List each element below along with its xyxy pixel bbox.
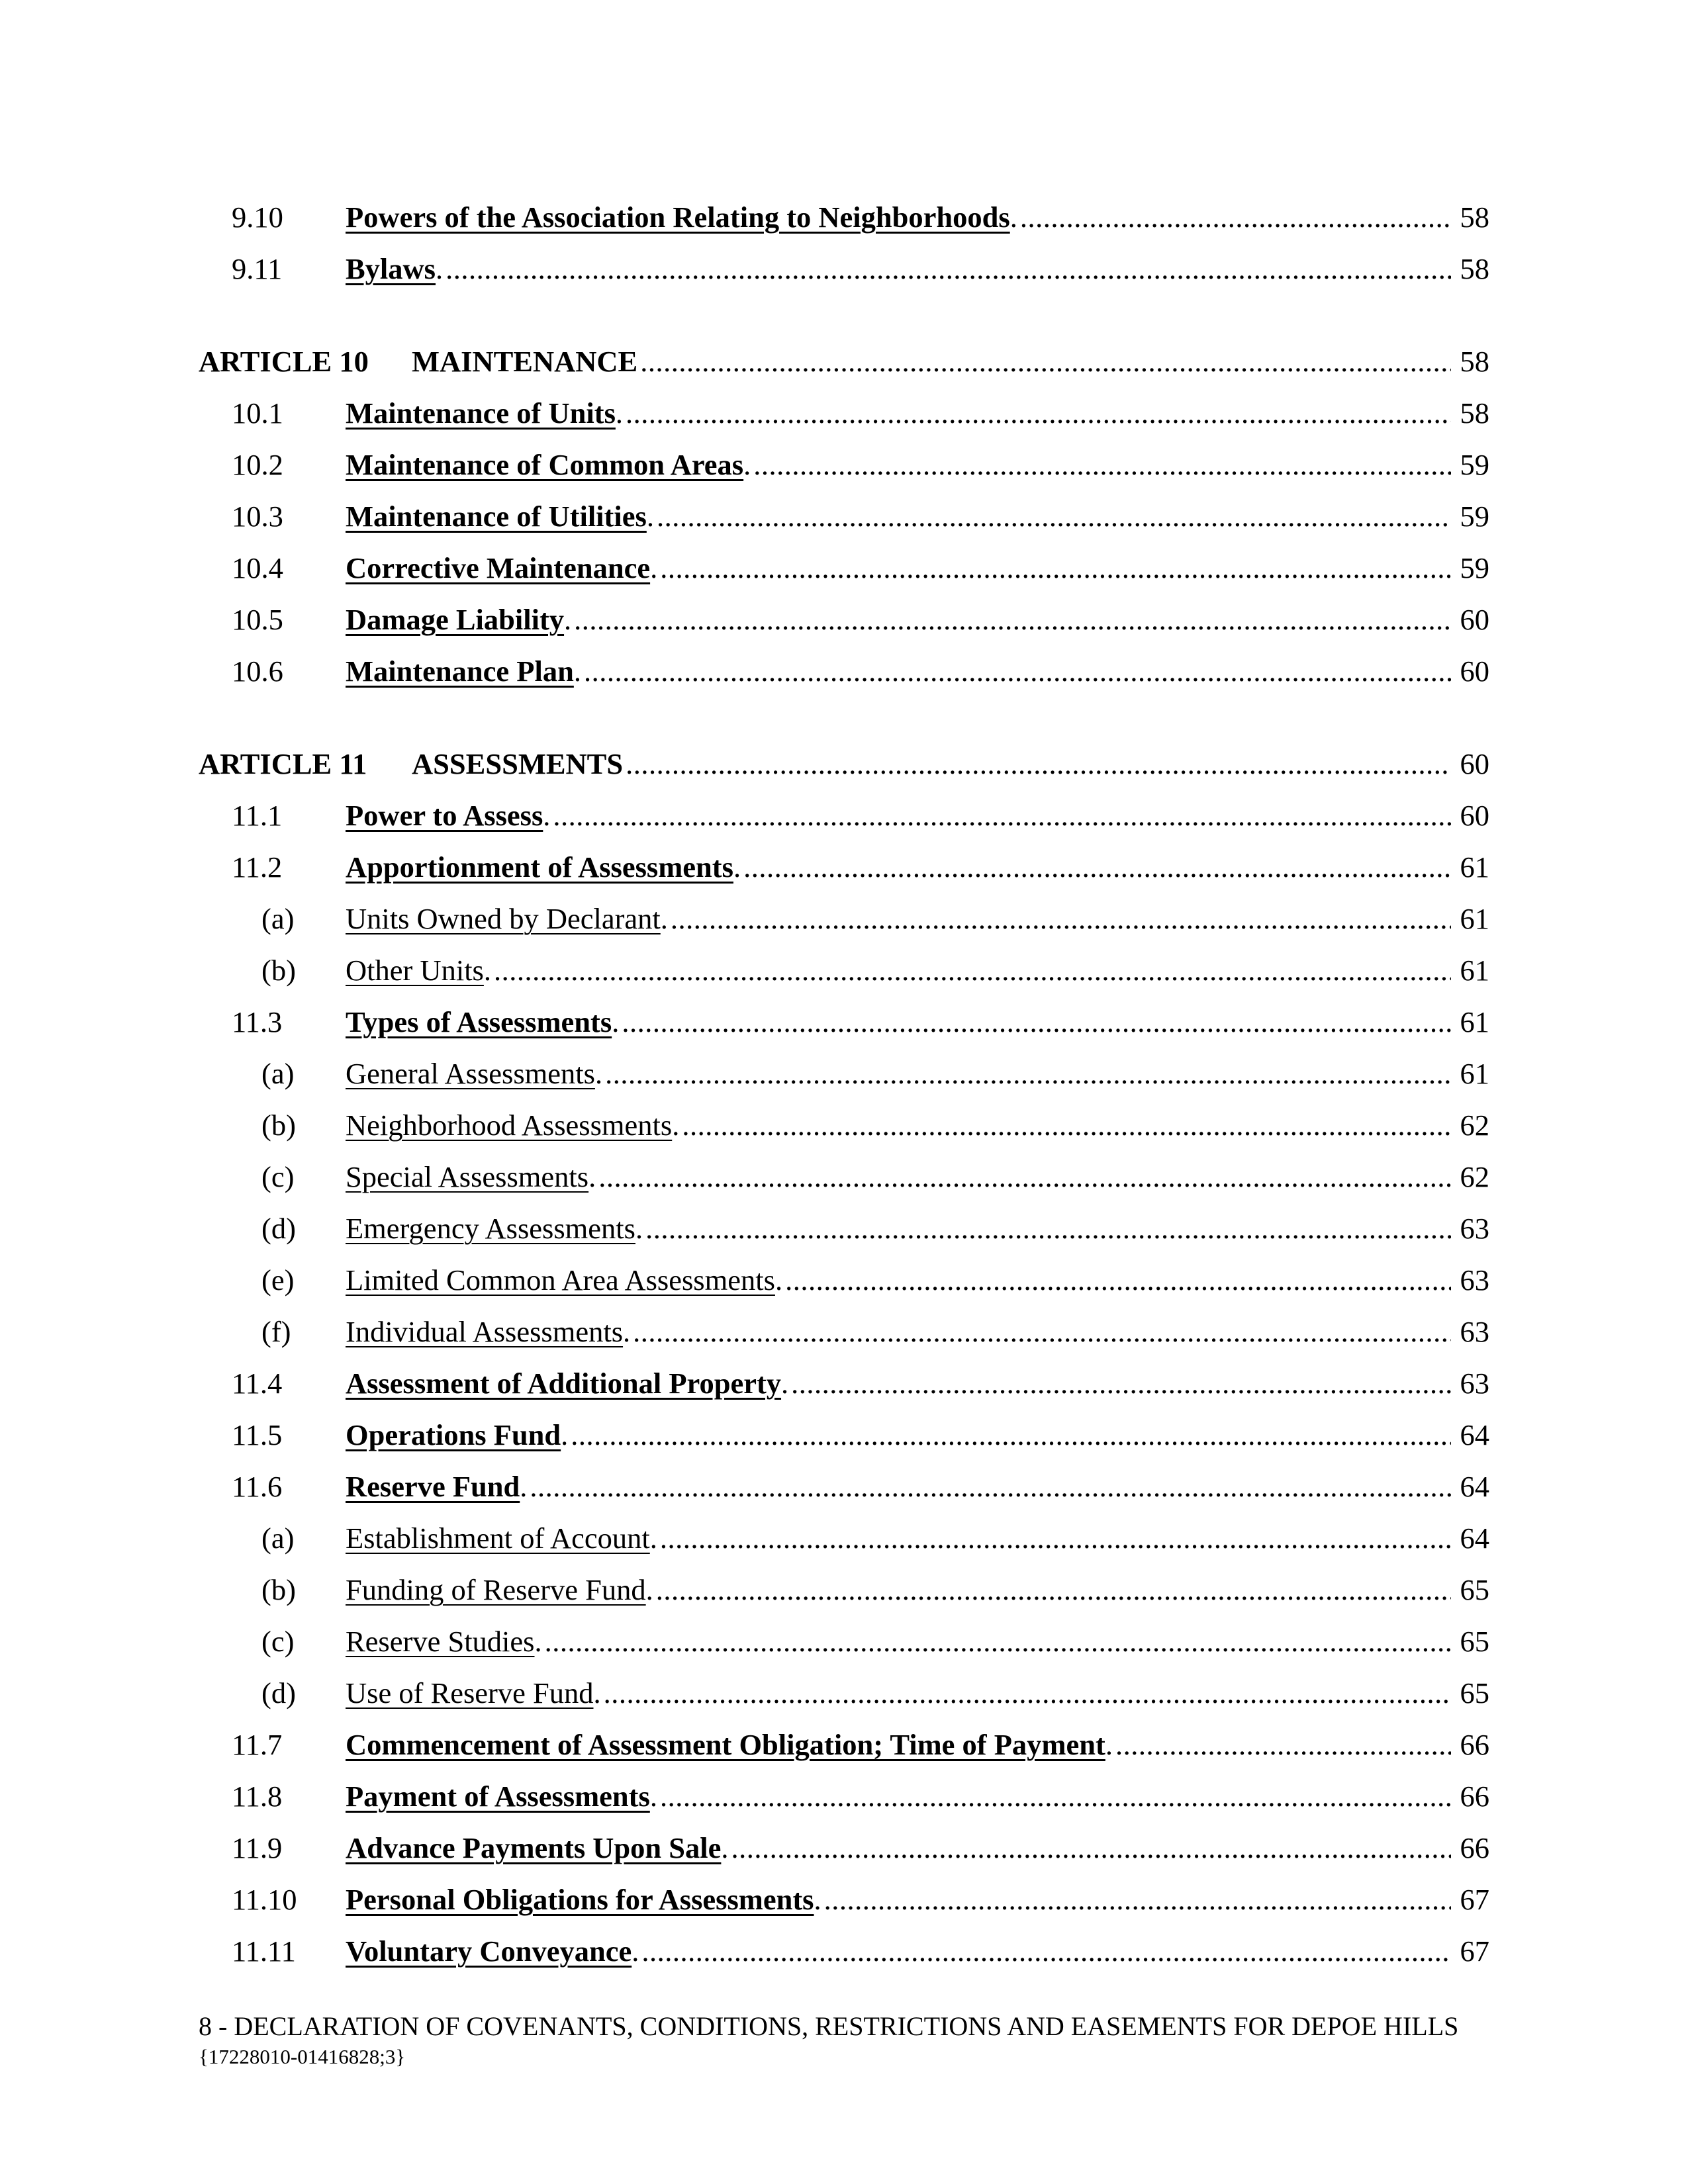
toc-entry-title-link[interactable]: Use of Reserve Fund [346, 1676, 594, 1709]
toc-entry-number: (b) [261, 1573, 296, 1606]
toc-page-number: 61 [1460, 1005, 1489, 1038]
page-footer [199, 2009, 1523, 2070]
toc-subsection-row: (b) Other Units . ..... 61 [199, 949, 1489, 991]
dot-leader [622, 1001, 1451, 1043]
toc-entry-title-link[interactable]: Reserve Fund [346, 1470, 520, 1503]
dot-leader [571, 1414, 1451, 1456]
toc-entry-number: 10.5 [232, 603, 283, 636]
toc-page-number: 60 [1460, 799, 1489, 832]
toc-page-number: 60 [1460, 603, 1489, 636]
toc-section-row: 11.3 Types of Assessments . ..... 61 [199, 1001, 1489, 1043]
toc-entry-number: (a) [261, 1522, 295, 1555]
dot-leader [494, 949, 1451, 991]
toc-page-number: 62 [1460, 1160, 1489, 1193]
toc-entry-title-link[interactable]: Damage Liability [346, 603, 565, 636]
toc-entry-number: (d) [261, 1212, 296, 1245]
toc-section-row: 10.6 Maintenance Plan . ..... 60 [199, 650, 1489, 692]
toc-section-row: 9.10 Powers of the Association Relating to Neighborhoods . ..... 58 [199, 196, 1489, 238]
toc-entry-title-link[interactable]: Units Owned by Declarant [346, 902, 661, 935]
toc-entry-number: 10.2 [232, 448, 283, 481]
toc-entry-title-link[interactable]: Apportionment of Assessments [346, 850, 733, 884]
toc-page-number: 67 [1460, 1934, 1489, 1968]
dot-leader [1020, 196, 1451, 238]
toc-entry-title-link[interactable]: Reserve Studies [346, 1625, 535, 1658]
toc-subsection-row: (d) Emergency Assessments . ..... 63 [199, 1207, 1489, 1250]
toc-subsection-row: (c) Reserve Studies . ..... 65 [199, 1620, 1489, 1662]
toc-section-row: 10.3 Maintenance of Utilities . ..... 59 [199, 495, 1489, 537]
dot-leader [633, 1310, 1451, 1353]
dot-leader [1115, 1723, 1451, 1766]
toc-entry-number: 11.8 [232, 1780, 283, 1813]
toc-entry-number: 11.10 [232, 1883, 297, 1916]
toc-entry-title-link[interactable]: Special Assessments [346, 1160, 589, 1193]
toc-page-number: 66 [1460, 1728, 1489, 1761]
dot-leader [598, 1156, 1451, 1198]
toc-entry-number: 11.6 [232, 1470, 283, 1503]
toc-subsection-row: (b) Funding of Reserve Fund . ..... 65 [199, 1569, 1489, 1611]
dot-leader [645, 1207, 1451, 1250]
toc-entry-title-link[interactable]: Maintenance Plan [346, 655, 574, 688]
dot-leader [682, 1104, 1451, 1146]
toc-entry-number: (c) [261, 1160, 295, 1193]
toc-section-row: 11.1 Power to Assess . ..... 60 [199, 794, 1489, 837]
dot-leader [657, 495, 1451, 537]
toc-entry-title-link[interactable]: Limited Common Area Assessments [346, 1263, 775, 1297]
toc-section-row: 9.11 Bylaws . ..... 58 [199, 248, 1489, 290]
toc-entry-number: 11.4 [232, 1367, 283, 1400]
toc-page-number: 62 [1460, 1109, 1489, 1142]
toc-entry-number: (e) [261, 1263, 295, 1297]
toc-entry-title-link[interactable]: Assessment of Additional Property [346, 1367, 782, 1400]
dot-leader [671, 897, 1451, 940]
toc-page-number: 64 [1460, 1418, 1489, 1451]
toc-section-row: 10.4 Corrective Maintenance . ..... 59 [199, 547, 1489, 589]
dot-leader [660, 1517, 1451, 1559]
toc-page-number: 63 [1460, 1315, 1489, 1348]
toc-entry-number: (a) [261, 1057, 295, 1090]
toc-page-number: 64 [1460, 1470, 1489, 1503]
dot-leader [545, 1620, 1451, 1662]
toc-entry-number: (b) [261, 954, 296, 987]
toc-entry-number: 9.10 [232, 201, 283, 234]
toc-page-number: 58 [1460, 252, 1489, 285]
toc-entry-number: 10.1 [232, 396, 283, 430]
toc-entry-title-link[interactable]: Payment of Assessments [346, 1780, 650, 1813]
dot-leader [626, 392, 1451, 434]
toc-entry-title-link[interactable]: Advance Payments Upon Sale [346, 1831, 722, 1864]
dot-leader [731, 1827, 1451, 1869]
toc-page-number: 59 [1460, 551, 1489, 584]
toc-entry-title-link[interactable]: Personal Obligations for Assessments [346, 1883, 814, 1916]
footer-title: 8 - DECLARATION OF COVENANTS, CONDITIONS, RESTRICTIONS AND EASEMENTS FOR DEPOE HILLS [199, 2011, 1459, 2041]
toc-entry-number: (f) [261, 1315, 291, 1348]
dot-leader [660, 547, 1451, 589]
toc-page-number: 63 [1460, 1367, 1489, 1400]
toc-article-row [199, 743, 1489, 785]
toc-section-row: 11.11 Voluntary Conveyance . ..... 67 [199, 1930, 1489, 1972]
toc-entry-number: (b) [261, 1109, 296, 1142]
toc-entry-title-link[interactable]: Individual Assessments [346, 1315, 624, 1348]
toc-section-row: 11.4 Assessment of Additional Property . ..... 63 [199, 1362, 1489, 1404]
toc-entry-number: 11.11 [232, 1934, 296, 1968]
toc-page-number: 60 [1460, 747, 1489, 780]
toc-entry-title-link[interactable]: General Assessments [346, 1057, 595, 1090]
toc-subsection-row: (d) Use of Reserve Fund . ..... 65 [199, 1672, 1489, 1714]
toc-subsection-row: (a) General Assessments . ..... 61 [199, 1052, 1489, 1095]
dot-leader [445, 248, 1451, 290]
toc-page-number: 58 [1460, 201, 1489, 234]
toc-entry-number: 11.7 [232, 1728, 283, 1761]
toc-entry-title-link[interactable]: Maintenance of Utilities [346, 500, 647, 533]
toc-page-number: 65 [1460, 1676, 1489, 1709]
toc-subsection-row: (a) Establishment of Account . ..... 64 [199, 1517, 1489, 1559]
toc-section-row: 11.6 Reserve Fund . ..... 64 [199, 1465, 1489, 1508]
dot-leader [824, 1878, 1451, 1921]
toc-entry-title-link[interactable]: Maintenance of Common Areas [346, 448, 744, 481]
toc-entry-title-link[interactable]: Emergency Assessments [346, 1212, 635, 1245]
toc-entry-title-link[interactable]: Operations Fund [346, 1418, 561, 1451]
toc-page-number: 64 [1460, 1522, 1489, 1555]
toc-page-number: 65 [1460, 1625, 1489, 1658]
dot-leader [553, 794, 1451, 837]
toc-entry-number: ARTICLE 11 [199, 747, 367, 780]
toc-entry-number: (a) [261, 902, 295, 935]
toc-entry-title-link[interactable]: Power to Assess [346, 799, 543, 832]
toc-entry-number: 11.5 [232, 1418, 283, 1451]
toc-page-number: 58 [1460, 396, 1489, 430]
toc-section-row: 11.5 Operations Fund . ..... 64 [199, 1414, 1489, 1456]
dot-leader [574, 598, 1451, 641]
toc-entry-title-link[interactable]: Neighborhood Assessments [346, 1109, 673, 1142]
toc-entry-title-link[interactable]: Types of Assessments [346, 1005, 612, 1038]
toc-page-number: 59 [1460, 448, 1489, 481]
dot-leader [605, 1052, 1451, 1095]
toc-entry-title-link[interactable]: Corrective Maintenance [346, 551, 651, 584]
toc-page-number: 58 [1460, 345, 1489, 378]
toc-entry-number: 11.2 [232, 850, 283, 884]
dot-leader [656, 1569, 1451, 1611]
toc-section-row: 10.5 Damage Liability . ..... 60 [199, 598, 1489, 641]
toc-section-row: 11.10 Personal Obligations for Assessments . ..... 67 [199, 1878, 1489, 1921]
toc-entry-title-link[interactable]: Powers of the Association Relating to Neighborhoods [346, 201, 1010, 234]
toc-section-row: 10.1 Maintenance of Units . ..... 58 [199, 392, 1489, 434]
dot-leader [743, 846, 1451, 888]
toc-page-number: 66 [1460, 1780, 1489, 1813]
toc-entry-title-link[interactable]: Establishment of Account [346, 1522, 650, 1555]
toc-section-row: 10.2 Maintenance of Common Areas . ..... 59 [199, 443, 1489, 486]
dot-leader [626, 743, 1451, 785]
toc-subsection-row: (f) Individual Assessments . ..... 63 [199, 1310, 1489, 1353]
toc-entry-number: (c) [261, 1625, 295, 1658]
toc-section-row: 11.8 Payment of Assessments . ..... 66 [199, 1775, 1489, 1817]
toc-subsection-row: (c) Special Assessments . ..... 62 [199, 1156, 1489, 1198]
toc-entry-title-link[interactable]: Commencement of Assessment Obligation; Time of Payment [346, 1728, 1105, 1761]
toc-entry-title-link[interactable]: Voluntary Conveyance [346, 1934, 632, 1968]
toc-entry-title-link[interactable]: MAINTENANCE [412, 345, 638, 378]
dot-leader [641, 1930, 1451, 1972]
toc-page-number: 60 [1460, 655, 1489, 688]
toc-page-number: 61 [1460, 1057, 1489, 1090]
toc-subsection-row: (e) Limited Common Area Assessments . ..... 63 [199, 1259, 1489, 1301]
toc-page-number: 63 [1460, 1212, 1489, 1245]
dot-leader [640, 340, 1451, 383]
toc-section-row: 11.2 Apportionment of Assessments . ..... 61 [199, 846, 1489, 888]
dot-leader [660, 1775, 1451, 1817]
dot-leader [530, 1465, 1451, 1508]
toc-page-number: 65 [1460, 1573, 1489, 1606]
toc-page-number: 66 [1460, 1831, 1489, 1864]
toc-entry-title-link[interactable]: ASSESSMENTS [412, 747, 624, 780]
dot-leader [785, 1259, 1451, 1301]
toc-article-row [199, 340, 1489, 383]
toc-entry-number: 11.9 [232, 1831, 283, 1864]
dot-leader [584, 650, 1451, 692]
toc-page-number: 67 [1460, 1883, 1489, 1916]
toc-page-number: 59 [1460, 500, 1489, 533]
toc-entry-number: 10.4 [232, 551, 283, 584]
toc-entry-number: 11.1 [232, 799, 283, 832]
toc-page-number: 63 [1460, 1263, 1489, 1297]
toc-page-number: 61 [1460, 850, 1489, 884]
toc-subsection-row: (b) Neighborhood Assessments . ..... 62 [199, 1104, 1489, 1146]
dot-leader [791, 1362, 1451, 1404]
toc-entry-number: 10.3 [232, 500, 283, 533]
dot-leader [753, 443, 1451, 486]
toc-entry-title-link[interactable]: Maintenance of Units [346, 396, 616, 430]
toc-section-row: 11.9 Advance Payments Upon Sale . ..... 66 [199, 1827, 1489, 1869]
toc-entry-title-link[interactable]: Funding of Reserve Fund [346, 1573, 646, 1606]
toc-entry-title-link[interactable]: Bylaws [346, 252, 436, 285]
toc-entry-number: (d) [261, 1676, 296, 1709]
toc-entry-number: ARTICLE 10 [199, 345, 369, 378]
toc-entry-title-link[interactable]: Other Units [346, 954, 484, 987]
toc-page-number: 61 [1460, 902, 1489, 935]
document-id: {17228010-01416828;3} [199, 2045, 406, 2068]
toc-entry-number: 11.3 [232, 1005, 283, 1038]
dot-leader [604, 1672, 1451, 1714]
toc-entry-number: 9.11 [232, 252, 283, 285]
toc-section-row: 11.7 Commencement of Assessment Obligation; Time of Payment . ..... 66 [199, 1723, 1489, 1766]
toc-entry-number: 10.6 [232, 655, 283, 688]
toc-page-number: 61 [1460, 954, 1489, 987]
toc-subsection-row: (a) Units Owned by Declarant . ..... 61 [199, 897, 1489, 940]
